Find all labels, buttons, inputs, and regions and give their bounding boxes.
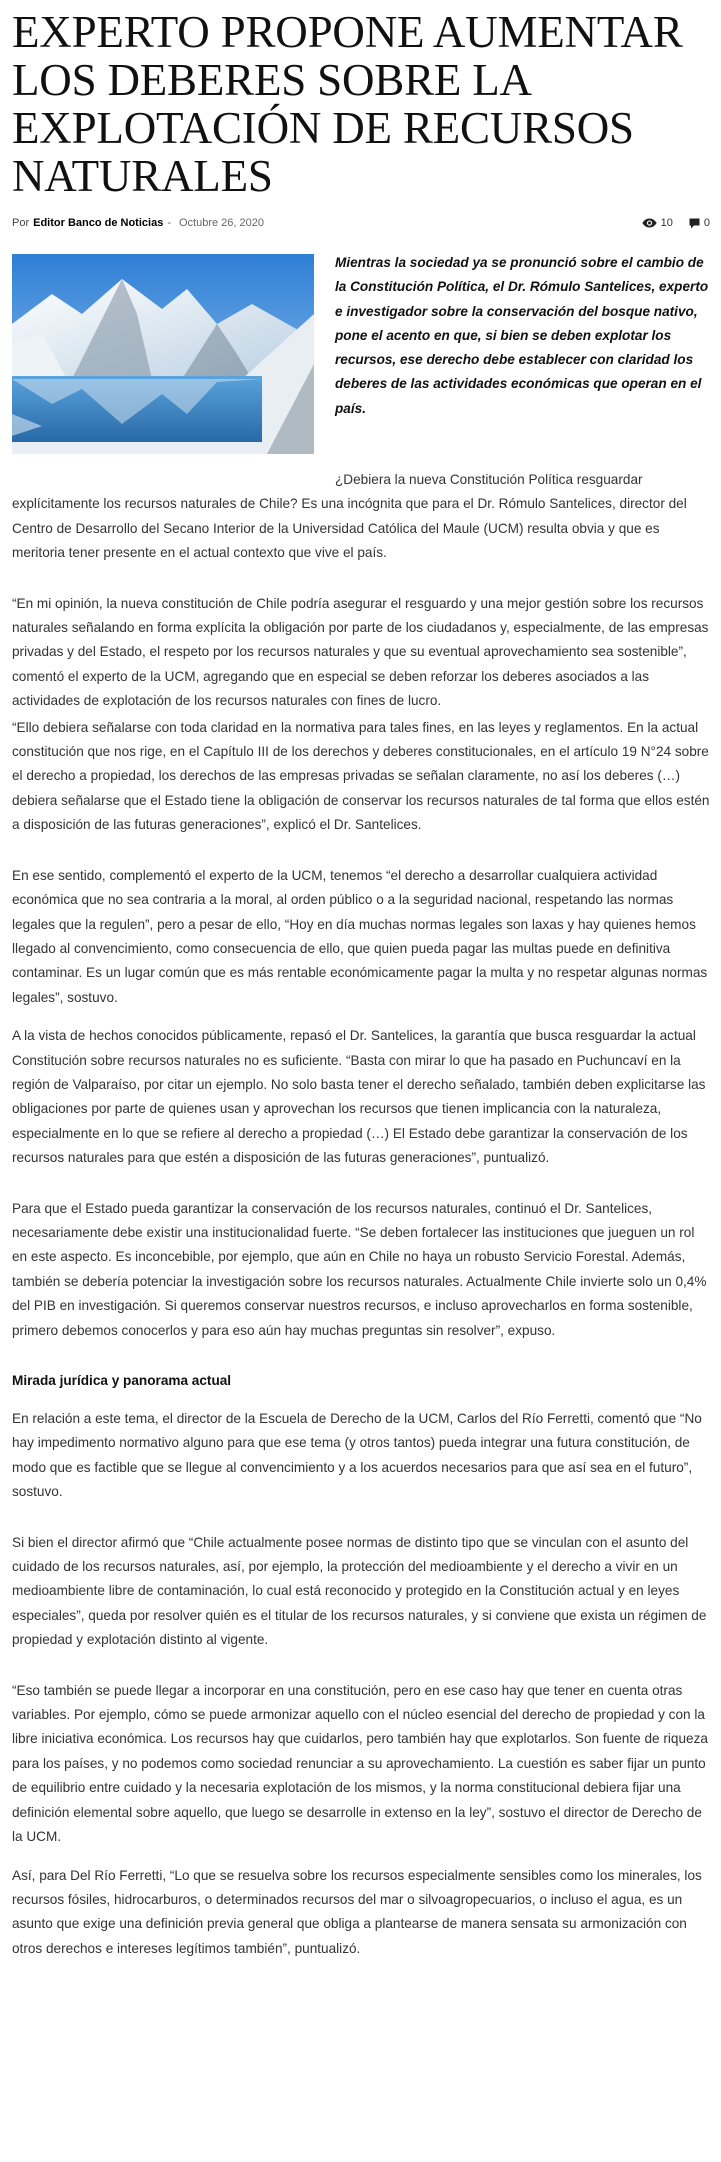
hero-image [12,254,314,454]
section-heading: Mirada jurídica y panorama actual [12,1373,232,1388]
article-stats [632,217,712,229]
byline-separator: - [167,217,171,229]
publish-date: Octubre 26, 2020 [179,217,265,229]
paragraph: Así, para Del Río Ferretti, “Lo que se resuelva sobre los recursos especialmente sensibles como los minerales, los recursos fósiles, hidrocarburos, o determinados recursos del mar o silvoagropecuarios, o incluso el agua, es un asunto que exige una definición previa general que obliga a plantearse de manera sensata su armonización con otros derechos e intereses legítimos también”, puntualizó. [12,1867,702,1956]
paragraph: Para que el Estado pueda garantizar la conservación de los recursos naturales, continuó el Dr. Santelices, necesariamente debe existir una institucionalidad fuerte. “Se deben fortalecer las instituciones que jueguen un rol en este aspecto. Es inconcebible, por ejemplo, que aún en Chile no haya un robusto Servicio Forestal. Además, también se debería potenciar la investigación sobre los recursos naturales. Actualmente Chile invierte solo un 0,4% del PIB en investigación. Si queremos conservar nuestros recursos, e incluso aprovecharlos en forma sostenible, primero debemos conocerlos y para eso aún hay muchas preguntas sin resolver”, expuso. [12,1200,707,1338]
by-label: Por [12,217,30,229]
eye-icon [642,218,657,228]
views-count: 10 [660,217,673,229]
comment-icon [689,218,700,229]
paragraph: ¿Debiera la nueva Constitución Política resguardar explícitamente los recursos naturales de Chile? Es una incógnita que para el Dr. Rómulo Santelices, director del Centro de Desarrollo del Secano Interior de la Universidad Católica del Maule (UCM) resulta obvia y que es meritoria tener presente en el actual contexto que vive el país. [12,472,687,561]
paragraph: En ese sentido, complementó el experto de la UCM, tenemos “el derecho a desarrollar cualquiera actividad económica que no sea contraria a la moral, al orden público o a la seguridad nacional, respetando las normas legales que la regulen”, pero a pesar de ello, “Hoy en día muchas normas legales son laxas y hay quienes hemos llegado al convencimiento, como consecuencia de ello, que quien pueda pagar las multas puede en definitiva contaminar. Es un lugar común que es más rentable económicamente pagar la multa y no respetar algunas normas legales”, sostuvo. [12,867,708,1005]
author-link[interactable]: Editor Banco de Noticias [33,217,164,229]
paragraph: Si bien el director afirmó que “Chile actualmente posee normas de distinto tipo que se vinculan con el asunto del cuidado de los recursos naturales, así, por ejemplo, la protección del medioambiente y el derecho a vivir en un medioambiente libre de contaminación, lo cual está reconocido y protegido en la Constitución actual y en leyes especiales”, queda por resolver quién es el titular de los recursos naturales, y si conviene que exista un régimen de propiedad y explotación distinto al vigente. [12,1534,707,1648]
views-counter [642,217,673,229]
comments-count: 0 [703,217,710,229]
paragraph: “Ello debiera señalarse con toda claridad en la normativa para tales fines, en las leyes y reglamentos. En la actual constitución que nos rige, en el Capítulo III de los derechos y deberes constitucionales, en el artículo 19 N°24 sobre el derecho a propiedad, los derechos de las empresas privadas se señalan claramente, no así los deberes (…) debiera señalarse que el Estado tiene la obligación de conservar los recursos naturales de tal forma que ellos estén a disposición de las futuras generaciones”, explicó el Dr. Santelices. [12,719,710,833]
article-lead: Mientras la sociedad ya se pronunció sobre el cambio de la Constitución Política, el Dr. Rómulo Santelices, experto e investigador sobre la conservación del bosque nativo, pone el acento en que, si bien se deben explotar los recursos, ese derecho debe establecer con claridad los deberes de las actividades económicas que operan en el país. [335,255,709,416]
article-title: EXPERTO PROPONE AUMENTAR LOS DEBERES SOBRE LA EXPLOTACIÓN DE RECURSOS NATURALES [12,7,683,201]
paragraph: “En mi opinión, la nueva constitución de Chile podría asegurar el resguardo y una mejor gestión sobre los recursos naturales señalando en forma explícita la obligación por parte de los ciudadanos y, especialmente, de las empresas privadas y del Estado, el respeto por los recursos naturales y que su eventual aprovechamiento sea sostenible”, comentó el experto de la UCM, agregando que en especial se deben reforzar los deberes asociados a las actividades de explotación de los recursos naturales con fines de lucro. [12,595,709,709]
article-meta [12,215,712,231]
paragraph: A la vista de hechos conocidos públicamente, repasó el Dr. Santelices, la garantía que busca resguardar la actual Constitución sobre recursos naturales no es suficiente. “Basta con mirar lo que ha pasado en Puchuncaví en la región de Valparaíso, por citar un ejemplo. No solo basta tener el derecho señalado, también deben explicitarse las obligaciones por parte de quienes usan y aprovechan los recursos que tienen implicancia con la naturaleza, especialmente en lo que se refiere al derecho a propiedad (…) El Estado debe garantizar la conservación de los recursos naturales para que estén a disposición de las futuras generaciones”, puntualizó. [12,1028,706,1166]
byline [12,217,264,229]
article-intro [12,251,712,463]
article-body [12,468,712,1961]
comments-counter[interactable] [689,217,710,229]
paragraph: “Eso también se puede llegar a incorporar en una constitución, pero en ese caso hay que tener en cuenta otras variables. Por ejemplo, cómo se puede armonizar aquello con el núcleo esencial del derecho de propiedad y con la libre iniciativa económica. Los recursos hay que cuidarlos, pero también hay que explotarlos. Son fuente de riqueza para los países, y no podemos como sociedad renunciar a su aprovechamiento. La cuestión es saber fijar un punto de equilibrio entre cuidado y la necesaria explotación de los mismos, y la norma constitucional debiera fijar una definición elemental sobre aquello, que luego se desarrolle in extenso en la ley”, sostuvo el director de Derecho de la UCM. [12,1682,708,1845]
paragraph: En relación a este tema, el director de la Escuela de Derecho de la UCM, Carlos del Río Ferretti, comentó que “No hay impedimento normativo alguno para que ese tema (y otros tantos) pueda integrar una futura constitución, de modo que es factible que se llegue al convencimiento y a los acuerdos necesarios para que así sea en el futuro”, sostuvo. [12,1411,702,1500]
